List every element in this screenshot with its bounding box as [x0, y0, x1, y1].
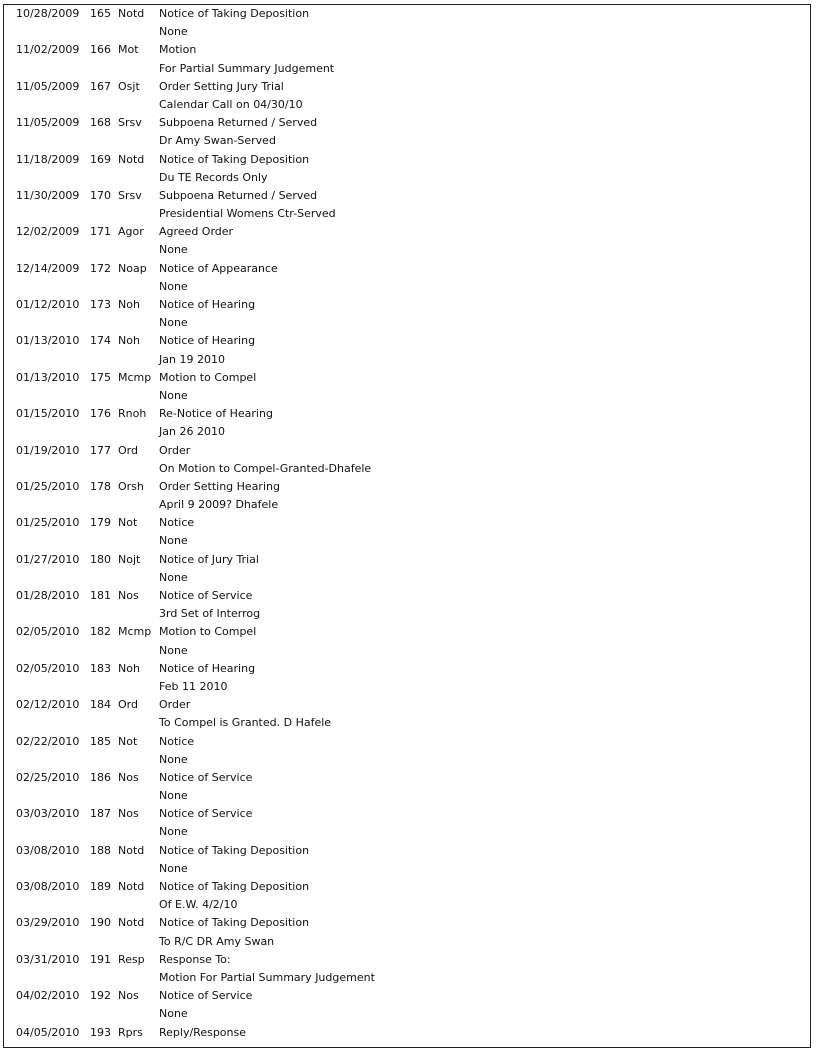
- docket-entry: [14, 223, 806, 259]
- entry-number: 172: [90, 261, 111, 275]
- entry-code: Orsh: [118, 479, 144, 493]
- docket-entry: [14, 114, 806, 150]
- entry-date: 03/08/2010: [16, 880, 80, 893]
- entry-main-line: [14, 660, 806, 678]
- entry-detail-line: [14, 205, 806, 223]
- entry-date: 12/14/2009: [16, 261, 80, 275]
- entry-code: Mcmp: [118, 370, 152, 384]
- docket-entry: [14, 805, 806, 841]
- entry-title: Motion: [159, 43, 197, 57]
- entry-main-line: [14, 114, 806, 132]
- entry-number: 177: [90, 443, 111, 457]
- entry-number: 174: [90, 334, 111, 348]
- entry-title: Order Setting Jury Trial: [159, 79, 284, 93]
- entry-detail-line: [14, 314, 806, 332]
- entry-main-line: [14, 696, 806, 714]
- entry-detail: None: [159, 25, 188, 39]
- docket-entry: [14, 332, 806, 368]
- entry-detail: Of E.W. 4/2/10: [159, 898, 238, 912]
- entry-main-line: [14, 332, 806, 350]
- entry-title: Notice of Hearing: [159, 334, 256, 348]
- docket-entry: [14, 405, 806, 441]
- entry-number: 175: [90, 370, 111, 384]
- entry-detail-line: [14, 642, 806, 660]
- entry-main-line: [14, 5, 806, 23]
- docket-entry: [14, 151, 806, 187]
- entry-title: Notice of Service: [159, 589, 253, 602]
- entry-title: Motion to Compel: [159, 625, 257, 639]
- entry-date: 01/13/2010: [16, 334, 80, 348]
- entry-detail-line: [14, 423, 806, 441]
- entry-code: Notd: [118, 880, 145, 893]
- entry-title: Notice of Service: [159, 807, 253, 821]
- entry-code: Noap: [118, 261, 147, 275]
- entry-main-line: [14, 587, 806, 605]
- entry-date: 01/15/2010: [16, 407, 80, 421]
- entry-main-line: [14, 151, 806, 169]
- entry-code: Noh: [118, 661, 140, 675]
- entry-code: Srsv: [118, 116, 142, 130]
- entry-title: Notice of Hearing: [159, 661, 256, 675]
- entry-main-line: [14, 223, 806, 241]
- entry-number: 165: [90, 7, 111, 20]
- entry-detail: None: [159, 752, 188, 766]
- entry-detail: On Motion to Compel-Granted-Dhafele: [159, 461, 372, 475]
- entry-code: Nos: [118, 807, 139, 821]
- entry-detail: None: [159, 243, 188, 257]
- entry-detail-line: [14, 1005, 806, 1023]
- docket-entry: [14, 5, 806, 41]
- entry-code: Resp: [118, 952, 145, 966]
- entry-number: 167: [90, 79, 111, 93]
- entry-title: Notice of Taking Deposition: [159, 152, 310, 166]
- entry-title: Response To:: [159, 952, 231, 966]
- entry-date: 01/19/2010: [16, 443, 80, 457]
- entry-detail: Jan 26 2010: [159, 425, 225, 439]
- entry-number: 168: [90, 116, 111, 130]
- docket-entry: [14, 514, 806, 550]
- entry-detail: To Compel is Granted. D Hafele: [159, 716, 332, 730]
- entry-main-line: [14, 369, 806, 387]
- entry-number: 185: [90, 734, 111, 748]
- docket-entry: [14, 442, 806, 478]
- docket-entry: [14, 660, 806, 696]
- entry-main-line: [14, 41, 806, 59]
- entry-code: Noh: [118, 298, 140, 311]
- entry-number: 178: [90, 479, 111, 493]
- entry-code: Not: [118, 516, 138, 530]
- entry-title: Notice of Taking Deposition: [159, 843, 310, 857]
- docket-entry: [14, 296, 806, 332]
- entry-code: Notd: [118, 7, 145, 20]
- entry-detail-line: [14, 496, 806, 514]
- entry-title: Notice of Taking Deposition: [159, 7, 310, 20]
- entry-detail-line: [14, 823, 806, 841]
- entry-detail-line: [14, 460, 806, 478]
- entry-detail: Feb 11 2010: [159, 679, 228, 693]
- entry-detail-line: [14, 896, 806, 914]
- entry-code: Notd: [118, 152, 145, 166]
- entry-number: 192: [90, 989, 111, 1003]
- entry-number: 181: [90, 589, 111, 602]
- entry-detail-line: [14, 532, 806, 550]
- entry-main-line: [14, 878, 806, 896]
- entry-date: 12/02/2009: [16, 225, 80, 239]
- entry-date: 11/02/2009: [16, 43, 80, 57]
- docket-entry: [14, 696, 806, 732]
- entry-main-line: [14, 951, 806, 969]
- entry-main-line: [14, 551, 806, 569]
- entry-detail-line: [14, 860, 806, 878]
- entry-date: 03/03/2010: [16, 807, 80, 821]
- entry-detail: None: [159, 825, 188, 839]
- entry-title: Subpoena Returned / Served: [159, 116, 318, 130]
- entry-date: 02/25/2010: [16, 770, 80, 784]
- entry-number: 193: [90, 1025, 111, 1039]
- entry-number: 182: [90, 625, 111, 639]
- entry-code: Mot: [118, 43, 139, 57]
- entry-title: Order: [159, 443, 191, 457]
- entry-date: 11/18/2009: [16, 152, 80, 166]
- entry-detail-line: [14, 969, 806, 987]
- entry-detail-line: [14, 787, 806, 805]
- entry-title: Re-Notice of Hearing: [159, 407, 273, 421]
- docket-entry: [14, 551, 806, 587]
- entry-title: Notice: [159, 516, 195, 530]
- entry-code: Agor: [118, 225, 144, 239]
- entry-main-line: [14, 260, 806, 278]
- entry-code: Notd: [118, 916, 145, 930]
- entry-detail: None: [159, 1007, 188, 1021]
- entry-detail: None: [159, 789, 188, 803]
- docket-entry: [14, 587, 806, 623]
- entry-code: Srsv: [118, 188, 142, 202]
- docket-entry: [14, 78, 806, 114]
- entry-number: 191: [90, 952, 111, 966]
- docket-entry: [14, 769, 806, 805]
- entry-code: Nos: [118, 589, 139, 602]
- entry-date: 03/29/2010: [16, 916, 80, 930]
- entry-number: 189: [90, 880, 111, 893]
- docket-entries: [14, 5, 806, 1042]
- docket-entry: [14, 914, 806, 950]
- entry-main-line: [14, 514, 806, 532]
- entry-date: 01/28/2010: [16, 589, 80, 602]
- docket-entry: [14, 41, 806, 77]
- entry-code: Ord: [118, 443, 138, 457]
- docket-entry: [14, 878, 806, 914]
- entry-detail: Jan 19 2010: [159, 352, 225, 366]
- entry-title: Notice: [159, 734, 195, 748]
- entry-detail: None: [159, 861, 188, 875]
- entry-detail-line: [14, 933, 806, 951]
- entry-number: 173: [90, 298, 111, 311]
- entry-detail-line: [14, 351, 806, 369]
- entry-detail: Presidential Womens Ctr-Served: [159, 207, 336, 221]
- docket-entry: [14, 260, 806, 296]
- entry-date: 01/12/2010: [16, 298, 80, 311]
- entry-number: 171: [90, 225, 111, 239]
- entry-title: Reply/Response: [159, 1025, 247, 1039]
- entry-detail: None: [159, 279, 188, 293]
- entry-detail-line: [14, 387, 806, 405]
- entry-main-line: [14, 842, 806, 860]
- entry-detail: None: [159, 316, 188, 330]
- docket-entry: [14, 842, 806, 878]
- entry-date: 02/05/2010: [16, 625, 80, 639]
- entry-number: 169: [90, 152, 111, 166]
- entry-detail: Motion For Partial Summary Judgement: [159, 970, 375, 984]
- entry-date: 02/12/2010: [16, 698, 80, 712]
- entry-main-line: [14, 442, 806, 460]
- entry-main-line: [14, 478, 806, 496]
- entry-date: 04/05/2010: [16, 1025, 80, 1039]
- entry-detail: Calendar Call on 04/30/10: [159, 97, 303, 111]
- entry-detail: None: [159, 643, 188, 657]
- entry-title: Notice of Jury Trial: [159, 552, 259, 566]
- entry-code: Rprs: [118, 1025, 143, 1039]
- entry-code: Osjt: [118, 79, 140, 93]
- entry-detail-line: [14, 169, 806, 187]
- entry-main-line: [14, 405, 806, 423]
- docket-entry: [14, 623, 806, 659]
- entry-code: Notd: [118, 843, 145, 857]
- entry-title: Order Setting Hearing: [159, 479, 280, 493]
- entry-date: 01/25/2010: [16, 516, 80, 530]
- docket-entry: [14, 187, 806, 223]
- entry-date: 11/05/2009: [16, 79, 80, 93]
- entry-detail: None: [159, 570, 188, 584]
- entry-detail-line: [14, 96, 806, 114]
- entry-date: 04/02/2010: [16, 989, 80, 1003]
- entry-detail-line: [14, 241, 806, 259]
- entry-code: Nojt: [118, 552, 141, 566]
- docket-entry: [14, 1024, 806, 1042]
- docket-entry: [14, 951, 806, 987]
- entry-detail: None: [159, 388, 188, 402]
- entry-title: Notice of Service: [159, 770, 253, 784]
- entry-date: 01/27/2010: [16, 552, 80, 566]
- docket-entry: [14, 478, 806, 514]
- entry-title: Notice of Taking Deposition: [159, 880, 310, 893]
- docket-entry: [14, 987, 806, 1023]
- entry-number: 176: [90, 407, 111, 421]
- entry-detail-line: [14, 132, 806, 150]
- entry-title: Notice of Taking Deposition: [159, 916, 310, 930]
- entry-title: Order: [159, 698, 191, 712]
- entry-number: 180: [90, 552, 111, 566]
- entry-detail: To R/C DR Amy Swan: [159, 934, 275, 948]
- entry-code: Noh: [118, 334, 140, 348]
- entry-detail-line: [14, 714, 806, 732]
- entry-date: 01/13/2010: [16, 370, 80, 384]
- entry-code: Not: [118, 734, 138, 748]
- entry-main-line: [14, 733, 806, 751]
- entry-number: 187: [90, 807, 111, 821]
- entry-detail-line: [14, 678, 806, 696]
- entry-detail-line: [14, 23, 806, 41]
- entry-title: Notice of Appearance: [159, 261, 278, 275]
- entry-detail: April 9 2009? Dhafele: [159, 498, 279, 512]
- entry-main-line: [14, 623, 806, 641]
- entry-detail: Dr Amy Swan-Served: [159, 134, 276, 148]
- entry-title: Notice of Hearing: [159, 298, 256, 311]
- entry-number: 184: [90, 698, 111, 712]
- entry-code: Nos: [118, 989, 139, 1003]
- entry-date: 02/22/2010: [16, 734, 80, 748]
- entry-number: 190: [90, 916, 111, 930]
- entry-main-line: [14, 78, 806, 96]
- entry-code: Mcmp: [118, 625, 152, 639]
- entry-date: 01/25/2010: [16, 479, 80, 493]
- entry-main-line: [14, 914, 806, 932]
- entry-code: Nos: [118, 770, 139, 784]
- entry-date: 10/28/2009: [16, 7, 80, 20]
- entry-detail: 3rd Set of Interrog: [159, 607, 261, 621]
- entry-title: Subpoena Returned / Served: [159, 188, 318, 202]
- entry-number: 186: [90, 770, 111, 784]
- entry-number: 183: [90, 661, 111, 675]
- entry-detail-line: [14, 605, 806, 623]
- entry-title: Agreed Order: [159, 225, 234, 239]
- entry-detail: Du TE Records Only: [159, 170, 268, 184]
- entry-title: Motion to Compel: [159, 370, 257, 384]
- entry-main-line: [14, 187, 806, 205]
- entry-detail-line: [14, 751, 806, 769]
- entry-main-line: [14, 805, 806, 823]
- entry-date: 11/05/2009: [16, 116, 80, 130]
- entry-title: Notice of Service: [159, 989, 253, 1003]
- entry-detail-line: [14, 569, 806, 587]
- entry-number: 188: [90, 843, 111, 857]
- entry-detail-line: [14, 278, 806, 296]
- docket-entry: [14, 733, 806, 769]
- entry-code: Ord: [118, 698, 138, 712]
- entry-date: 11/30/2009: [16, 188, 80, 202]
- entry-detail: For Partial Summary Judgement: [159, 61, 335, 75]
- entry-date: 02/05/2010: [16, 661, 80, 675]
- docket-entry: [14, 369, 806, 405]
- entry-number: 166: [90, 43, 111, 57]
- entry-number: 170: [90, 188, 111, 202]
- entry-detail: None: [159, 534, 188, 548]
- entry-detail-line: [14, 60, 806, 78]
- entry-main-line: [14, 296, 806, 314]
- entry-number: 179: [90, 516, 111, 530]
- entry-code: Rnoh: [118, 407, 147, 421]
- entry-main-line: [14, 769, 806, 787]
- entry-main-line: [14, 1024, 806, 1042]
- entry-main-line: [14, 987, 806, 1005]
- entry-date: 03/31/2010: [16, 952, 80, 966]
- entry-date: 03/08/2010: [16, 843, 80, 857]
